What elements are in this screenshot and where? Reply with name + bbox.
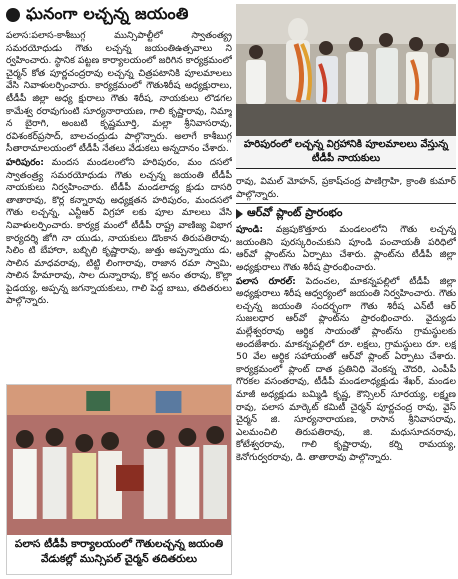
paragraph-palasa-rural-text: పెదంచల, మాకన్నపల్లిలో టీడీపీ జిల్లా అధ్యక్షురాలు శిరీష ఆధ్వర్యంలో జయంతి నిర్వహించారు. గౌతు లచ్చన్న జయంతి సందర్భంగా గౌతు శిరీష ఎన్‌టీ ఆర్ సుజలధార ఆర్‌వో ప్లాంట్‌ను ప్రారంభించారు. వైద్యుడు మల్లేశ్వరరావు ఆర్థిక సాయంతో ప్లాంట్‌ను గ్రామస్థులకు అందజేశారు. మాకన్నపల్లిలో రూ. లక్షలు, గ్రామస్థులు రూ. లక్ష 50 వేల ఆర్థిక సహాయంతో ఆర్‌వో ప్లాంట్ ఏర్పాటు చేశారు. కార్యక్రమంలో ప్లాంట్ దాత ప్రతినిధి వెంకన్న చౌదరి, ఎంపీపీ గొరకల వసంతరావు, టీడీపీ మండలాధ్యక్షుడు శేఖర్, మండల మాజీ అధ్యక్షుడు బమ్మిడి కృష్ణ, కౌన్సిలర్ సూరయ్య, లక్ష్మణ రావు, పలాస మార్కెట్ కమిటీ చైర్మన్ పూర్ణచంద్ర రావు, వైస్ చైర్మన్ జి. సూర్యనారాయణ, రాసాన శ్రీనివాసరావు, ఎలమంచిలి తిరుపతిరావు, జి. మధుసూదనరావు, కోటేశ్వరరావు, గాలి కృష్ణారావు, కర్ని రామయ్య, కెనోగుర్వరరావు, డి. తాతారావు పాల్గొన్నారు.	[236, 275, 456, 463]
headline: ఘనంగా లచ్చన్న జయంతి	[26, 3, 189, 23]
statue-photo-caption: హరిపురంలో లచ్చన్న విగ్రహానికి పూలమాలలు వేస్తున్న టీడీపీ నాయకులు	[236, 136, 456, 169]
divider	[236, 203, 456, 204]
paragraph-palasa: పలాస:పలాస-కాశీబుగ్గ మున్సిపాల్టీలో స్వాతంత్య్ర సమరయోధుడు గౌతు లచ్చన్న జయంతిఉత్సవాలు ని ర్వహించారు. స్థానిక పట్టణ కార్యాలయంలో జరిగిన కార్యక్రమంలో చైర్మన్ కోత పూర్ణచంద్రరావు లచ్చన్న చిత్రపటానికి పూలమాలలు వేసి నివాళులర్పించారు. కార్యక్రమంలో గౌతుశిరీష అధ్యక్షురాలు, టీడీపీ జిల్లా అధ్య క్షురాలు గౌతు శిరీష, నాయకులు లొడగల కామేశ్వ రరావుగుంటి సూర్యనారాయణ, గాలి కృష్ణారావు, నిమ్మా న బైరాగి, అంబటి కృష్ణమూర్తి, మల్లా శ్రీనివాసరావు, రవిశంకర్‌ప్రసాద్, బాలచంద్రుడు పాల్గొన్నారు. అలాగే కాశీబుగ్గ సీతారామాలయంలో టీడీపీ నేతలు వేడుకలు అన్నదానం చేశారు.	[6, 30, 232, 155]
office-photo-caption: పలాస టీడీపీ కార్యాలయంలో గౌతులచ్చన్న జయంతి వేడుకల్లో మున్సిపల్ చైర్మన్ తదితరులు	[7, 535, 231, 569]
left-column	[6, 30, 232, 380]
right-top-photo-block	[236, 4, 456, 174]
paragraph-poondi	[236, 224, 456, 274]
section-label-haripuram: హరిపురం:	[6, 156, 44, 168]
section-label-poondi: పూండి:	[236, 224, 264, 236]
paragraph-poondi-text: వజ్రపుకొత్తూరు మండలంలోని గౌతు లచ్చన్న జయంతిని పురస్కరించుకుని పూండి పంచాయతీ పరిధిలో ఆర్‌వో ప్లాంట్‌ను ఏర్పాటు చేశారు. ప్లాంట్‌ను టీడీపీ జిల్లా అధ్యక్షురాలు గౌతు శిరీష ప్రారంభించారు.	[236, 224, 456, 273]
section-label-palasa-rural: పలాస రూరల్:	[236, 275, 296, 287]
bullet-icon	[6, 8, 20, 22]
statue-garlanding-image	[236, 4, 456, 136]
paragraph-haripuram	[6, 157, 232, 308]
statue-garlanding-photo	[236, 4, 456, 136]
ro-plant-subhead	[236, 206, 456, 222]
headline-bar	[6, 4, 231, 26]
paragraph-haripuram-text: మందస మండలంలోని హరిపురం, మం దసలో స్వాతంత్ర్య సమరయోధుడు గౌతు లచ్చన్న జయంతి టీడీపీ నాయకులు నిర్వహించారు. టీడీపీ మండలాధ్య క్షుడు దాసరి తాతారావు, కొర్ల కన్నారావు అధ్యక్షతన హరిపురం, మందసలో గౌతు లచ్చన్న, ఎన్టీఆర్ విగ్రహా లకు పూల మాలలు వేసి నివాళులర్పించారు. కార్యక్ర మంలో టీడీపీ రాష్ట్ర వాణిజ్య విభాగ కార్యదర్శి జోగి నా యుడు, నాయకులు డొంకాన తిరుపతిరావు, సిలిం టి బేహారా, బబ్బిలి కృష్ణారావు, జుత్తు అప్పన్నాయు డు, సాలిన మాధవరావు, టిట్టి లింగారావు, రాజాన రమా స్వామి, సాలిన హేమారావు, సాల దున్నారావు, కొర్ల అనం తరావు, కొల్లా పైడయ్య, అప్పన్న జగన్నాయకులు, గాలి పెద్ద బాబు, తదితరులు పాల్గొన్నారు.	[6, 156, 232, 307]
paragraph-intro: రావు, విమల్ మోహన్, ప్రకాష్‌చంద్ర పాణిగ్రాహి, క్రాంతి కుమార్ పాల్గొన్నారు.	[236, 176, 456, 200]
bottom-photo-block	[6, 384, 232, 575]
office-celebration-photo	[7, 385, 231, 535]
arrow-icon	[236, 209, 243, 219]
right-column	[236, 176, 456, 576]
ro-plant-subhead-text: ఆర్‌వో ప్లాంట్ ప్రారంభం	[247, 206, 343, 220]
paragraph-palasa-rural	[236, 276, 456, 465]
office-celebration-image	[7, 385, 231, 535]
